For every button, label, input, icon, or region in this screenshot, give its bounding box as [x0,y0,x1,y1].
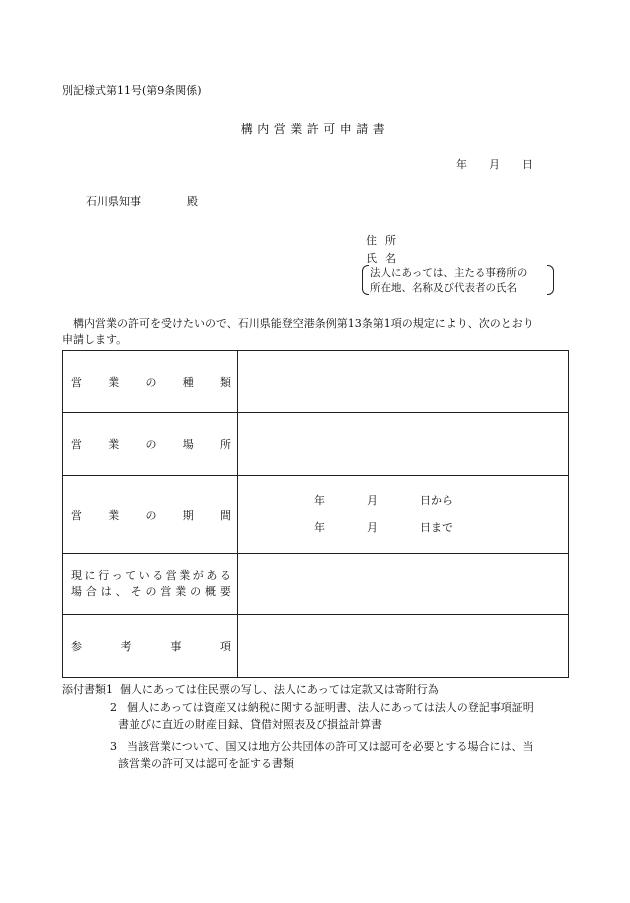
label-char: っ [111,569,123,582]
label-char: 場 [182,438,194,451]
label-char: 業 [108,438,120,451]
reference-field[interactable] [238,615,569,678]
label-text [63,374,237,390]
item3-line1: 当該営業について、国又は地方公共団体の許可又は認可を必要とする場合には、当 [127,740,534,753]
label-char: 項 [219,640,231,653]
label-char: 営 [160,585,172,598]
corporate-note-line2: 所在地、名称及び代表者の氏名 [370,282,517,294]
label-char: 間 [220,508,231,522]
label-char: の [145,375,157,389]
document-title: 構内営業許可申請書 [240,122,390,136]
attachments-line1 [62,681,439,697]
label-text [63,568,237,600]
to-month: 月 [367,521,378,534]
attachments-heading: 添付書類1 [62,683,113,696]
left-bracket [362,265,369,295]
date-day: 日 [522,158,533,171]
item3-number: 3 [110,740,117,753]
label-char: る [219,569,231,582]
label-char: 参 [71,640,82,653]
label-text [63,638,237,654]
label-char: い [138,569,150,582]
date-line [456,156,533,172]
label-char: 合 [85,585,97,598]
table-row [63,476,569,554]
attachment-item3 [110,738,534,754]
label-char: は [100,585,112,598]
label-line2 [71,584,231,600]
label-char: 営 [71,438,82,451]
attachment-item1: 個人にあっては住民票の写し、法人にあっては定款又は寄附行為 [120,683,439,696]
period-from [314,492,453,508]
table-row [63,351,569,413]
addressee [86,193,198,209]
from-day: 日から [420,494,453,507]
label-char: 、 [115,585,127,598]
table-row [63,413,569,476]
business-period-field[interactable] [238,476,569,554]
label-char: 概 [205,585,217,598]
label-char: 考 [120,640,132,653]
business-location-label [63,413,238,476]
label-char: 業 [175,585,187,598]
label-char: 所 [220,438,231,451]
attachment-item2 [110,699,534,715]
corporate-note-line1: 法人にあっては、主たる事務所の [370,267,528,279]
to-day: 日まで [420,521,453,534]
label-char: 業 [179,569,191,582]
label-char: の [190,585,202,598]
label-char: が [192,569,204,582]
date-year: 年 [456,158,467,171]
date-month: 月 [489,158,500,171]
business-period-label [63,476,238,554]
label-char: 業 [108,508,120,522]
name-label: 氏名 [366,252,404,265]
statement-line2: 申請します。 [62,333,128,346]
label-char: 期 [182,508,194,522]
item2-line1: 個人にあっては資産又は納税に関する証明書、法人にあっては法人の登記事項証明 [127,701,534,714]
label-char: の [145,585,157,598]
label-char: 営 [165,569,177,582]
table-row [63,615,569,678]
application-statement [62,316,572,348]
label-text [63,436,237,452]
attachment-item3-cont: 該営業の許可又は認可を証する書類 [118,757,294,770]
business-type-label [63,351,238,413]
label-char: 営 [71,375,82,389]
label-char: そ [130,585,142,598]
form-number: 別記様式第11号(第9条関係) [62,84,202,97]
attachment-item2-cont: 書並びに直近の財産目録、貸借対照表及び損益計算書 [118,718,382,731]
label-char: て [125,569,137,582]
label-char: 要 [219,585,231,598]
label-char: る [152,569,164,582]
business-type-field[interactable] [238,351,569,413]
label-char: 現 [71,569,82,582]
label-char: 業 [108,375,120,389]
right-bracket [547,265,554,295]
current-business-label [63,554,238,615]
table-row [63,554,569,615]
label-char: 行 [98,569,110,582]
period-box [238,476,568,553]
label-char: に [84,569,96,582]
business-location-field[interactable] [238,413,569,476]
label-char: 事 [170,640,182,653]
addressee-name: 石川県知事 [86,195,141,208]
to-year: 年 [314,521,325,534]
label-char: の [145,438,157,451]
application-table [62,350,569,678]
item2-number: 2 [110,701,117,714]
label-char: の [145,508,157,522]
corporate-note [362,264,554,296]
label-text [63,507,237,523]
label-char: 種 [182,375,194,389]
from-year: 年 [314,494,325,507]
reference-label [63,615,238,678]
label-char: 営 [71,508,82,522]
addressee-honorific: 殿 [187,195,198,208]
label-char: 場 [71,585,82,598]
period-to [314,519,453,535]
label-char: あ [206,569,218,582]
current-business-field[interactable] [238,554,569,615]
from-month: 月 [367,494,378,507]
label-char: 類 [220,375,231,389]
address-label: 住所 [366,234,404,247]
statement-line1: 構内営業の許可を受けたいので、石川県能登空港条例第13条第1項の規定により、次のとおり [73,317,534,330]
label-line1 [71,568,231,584]
